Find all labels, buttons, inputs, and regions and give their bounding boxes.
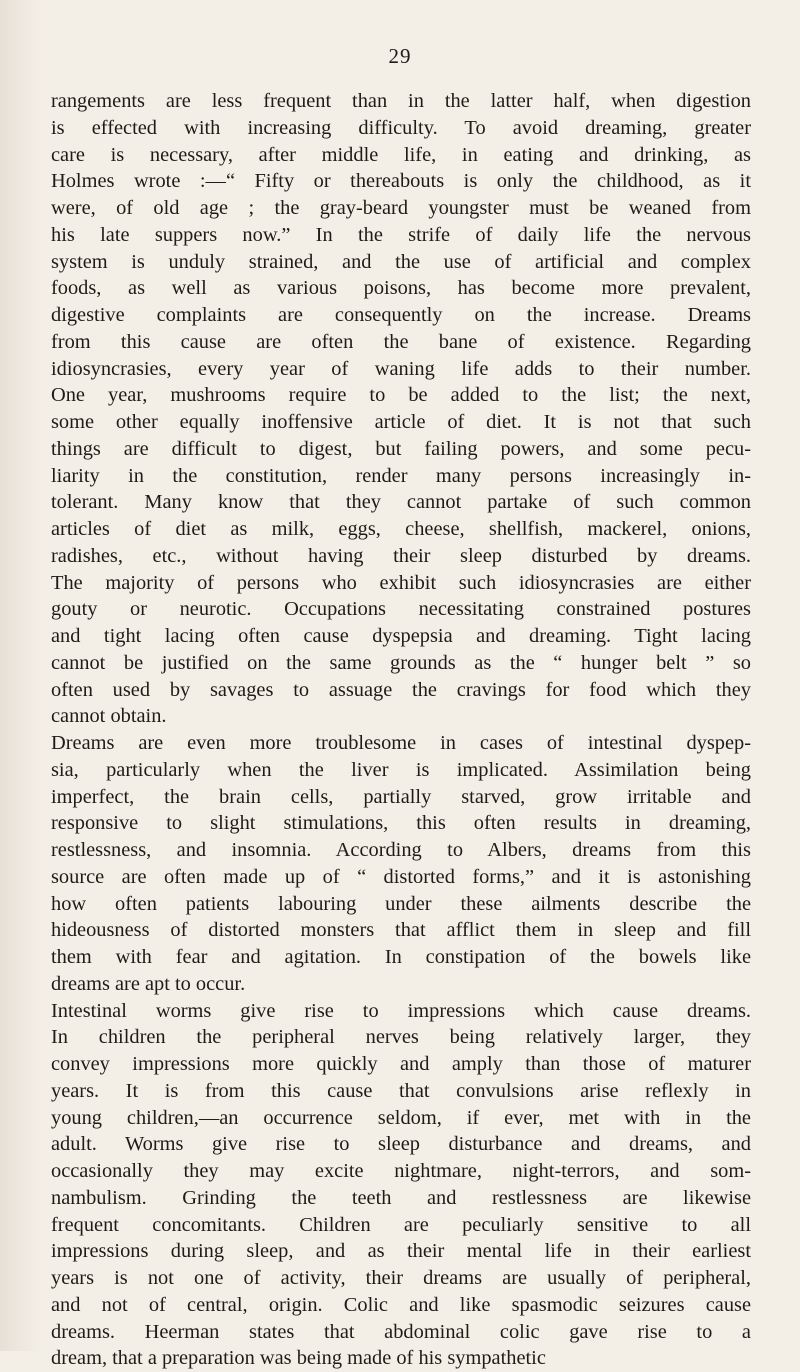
text-line: foods, as well as various poisons, has become more prevalent, (51, 275, 751, 302)
text-line: and tight lacing often cause dyspepsia and dreaming. Tight lacing (51, 623, 751, 650)
text-line: were, of old age ; the gray-beard youngster must be weaned from (51, 195, 751, 222)
text-line: liarity in the constitution, render many persons increasingly in- (51, 463, 751, 490)
paragraph-1 (51, 88, 751, 730)
text-line: things are difficult to digest, but failing powers, and some pecu- (51, 436, 751, 463)
text-line: dreams. Heerman states that abdominal colic gave rise to a (51, 1319, 751, 1346)
paragraph-2 (51, 730, 751, 998)
text-line: young children,—an occurrence seldom, if ever, met with in the (51, 1105, 751, 1132)
text-line: articles of diet as milk, eggs, cheese, shellfish, mackerel, onions, (51, 516, 751, 543)
text-line: restlessness, and insomnia. According to Albers, dreams from this (51, 837, 751, 864)
text-line: system is unduly strained, and the use of artificial and complex (51, 249, 751, 276)
text-line: Holmes wrote :—“ Fifty or thereabouts is only the childhood, as it (51, 168, 751, 195)
text-line: his late suppers now.” In the strife of daily life the nervous (51, 222, 751, 249)
body-text (51, 88, 751, 1372)
text-line: years is not one of activity, their dreams are usually of peripheral, (51, 1265, 751, 1292)
text-line: sia, particularly when the liver is implicated. Assimilation being (51, 757, 751, 784)
text-line: The majority of persons who exhibit such idiosyncrasies are either (51, 570, 751, 597)
text-line: cannot be justified on the same grounds as the “ hunger belt ” so (51, 650, 751, 677)
text-line: from this cause are often the bane of existence. Regarding (51, 329, 751, 356)
text-line: dreams are apt to occur. (51, 971, 751, 998)
paragraph-3 (51, 998, 751, 1372)
text-line: convey impressions more quickly and amply than those of maturer (51, 1051, 751, 1078)
text-line: some other equally inoffensive article of diet. It is not that such (51, 409, 751, 436)
text-line: impressions during sleep, and as their mental life in their earliest (51, 1238, 751, 1265)
text-line: idiosyncrasies, every year of waning life adds to their number. (51, 356, 751, 383)
text-line: digestive complaints are consequently on the increase. Dreams (51, 302, 751, 329)
text-line: them with fear and agitation. In constipation of the bowels like (51, 944, 751, 971)
text-line: gouty or neurotic. Occupations necessitating constrained postures (51, 596, 751, 623)
text-line: radishes, etc., without having their sleep disturbed by dreams. (51, 543, 751, 570)
page-number: 29 (0, 44, 800, 69)
text-line: hideousness of distorted monsters that afflict them in sleep and fill (51, 917, 751, 944)
text-line: source are often made up of “ distorted forms,” and it is astonishing (51, 864, 751, 891)
text-line: how often patients labouring under these ailments describe the (51, 891, 751, 918)
text-line: rangements are less frequent than in the latter half, when digestion (51, 88, 751, 115)
text-line: and not of central, origin. Colic and like spasmodic seizures cause (51, 1292, 751, 1319)
text-line: often used by savages to assuage the cravings for food which they (51, 677, 751, 704)
text-line: Dreams are even more troublesome in cases of intestinal dyspep- (51, 730, 751, 757)
text-line: years. It is from this cause that convulsions arise reflexly in (51, 1078, 751, 1105)
text-line: is effected with increasing difficulty. To avoid dreaming, greater (51, 115, 751, 142)
text-line: adult. Worms give rise to sleep disturbance and dreams, and (51, 1131, 751, 1158)
text-line: imperfect, the brain cells, partially starved, grow irritable and (51, 784, 751, 811)
text-line: cannot obtain. (51, 703, 751, 730)
text-line: responsive to slight stimulations, this often results in dreaming, (51, 810, 751, 837)
text-line: occasionally they may excite nightmare, night-terrors, and som- (51, 1158, 751, 1185)
text-line: Intestinal worms give rise to impressions which cause dreams. (51, 998, 751, 1025)
text-line: tolerant. Many know that they cannot partake of such common (51, 489, 751, 516)
text-line: One year, mushrooms require to be added to the list; the next, (51, 382, 751, 409)
text-line: In children the peripheral nerves being relatively larger, they (51, 1024, 751, 1051)
text-line: care is necessary, after middle life, in eating and drinking, as (51, 142, 751, 169)
text-line: frequent concomitants. Children are peculiarly sensitive to all (51, 1212, 751, 1239)
text-line: dream, that a preparation was being made of his sympathetic (51, 1345, 751, 1372)
text-line: nambulism. Grinding the teeth and restlessness are likewise (51, 1185, 751, 1212)
